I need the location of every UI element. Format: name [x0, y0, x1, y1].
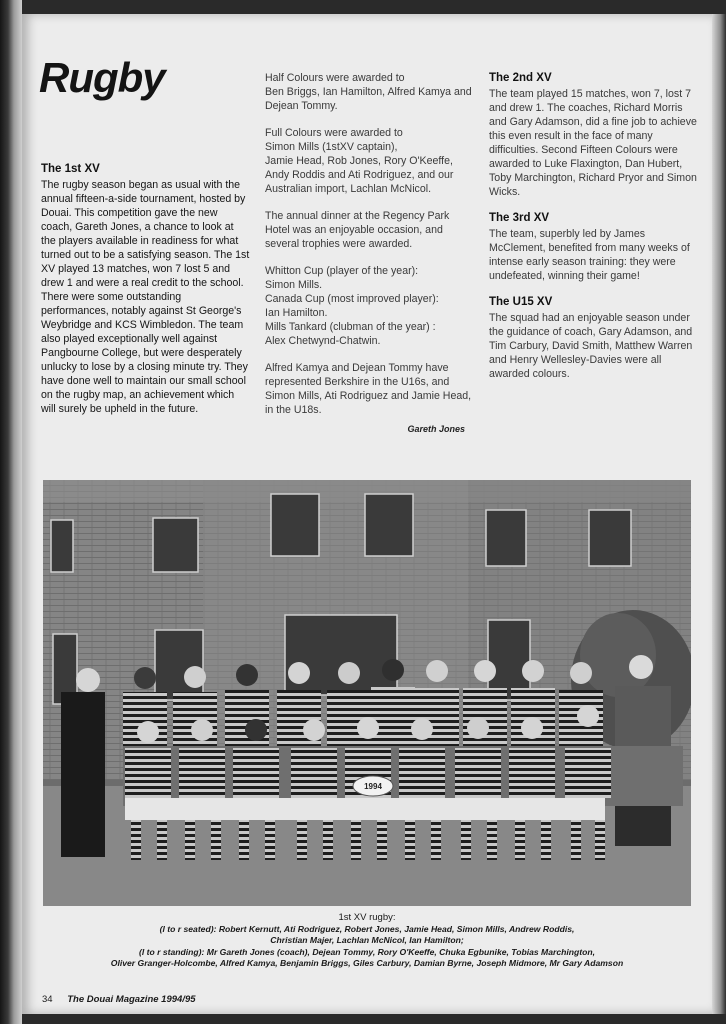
first-xv-column	[41, 162, 251, 429]
caption-seated-line-2: Christian Majer, Lachlan McNicol, Ian Hamilton;	[270, 935, 464, 946]
u15-xv-body: The squad had an enjoyable season under the guidance of coach, Gary Adamson, and Tim Carbury, David Smith, Matthew Warren and Henry Wellesley-Davies were all awarded colours.	[489, 312, 693, 380]
rugby-ball-text: 1994	[364, 782, 382, 791]
third-xv-body: The team, superbly led by James McClement, benefited from many weeks of intense early season training: they were undefeated, winning their game!	[489, 228, 690, 282]
other-teams-column	[489, 71, 699, 393]
page-title: Rugby	[39, 54, 165, 101]
second-xv-body: The team played 15 matches, won 7, lost 7 and drew 1. The coaches, Richard Morris and Gary Adamson, did a fine job to achieve this even result in the face of many difficulties. Second Fifteen Colours were awarded to Luke Flaxington, Dan Hubert, Toby Marchington, Richard Pryor and Simon Wicks.	[489, 88, 697, 198]
colours-column	[265, 71, 475, 436]
publication-name: The Douai Magazine 1994/95	[67, 994, 196, 1005]
third-xv-section	[489, 211, 699, 283]
u15-xv-heading: The U15 XV	[489, 296, 553, 308]
magazine-page	[22, 14, 712, 1014]
page-footer	[42, 994, 196, 1005]
third-xv-heading: The 3rd XV	[489, 212, 550, 224]
author-signature: Gareth Jones	[407, 424, 465, 434]
caption-standing-line-2: Oliver Granger-Holcombe, Alfred Kamya, Benjamin Briggs, Giles Carbury, Damian Byrne, Joseph Midmore, Mr Gary Adamson	[110, 958, 624, 969]
first-xv-body: The rugby season began as usual with the annual fifteen-a-side tournament, hosted by Douai. This competition gave the new coach, Gareth Jones, a chance to look at the players available in readiness for what turned out to be a satisfying season. The 1st XV played 13 matches, won 7 lost 5 and drew 1 and were a real credit to the school. There were some outstanding performances, notably against St George's Weybridge and KCS Wimbledon. The team also played exceptionally well against Pangbourne College, but were desperately unlucky to lose by a closing minute try. They have done well to maintain our small school on the rugby map, an achievement which will surely be upheld in the future.	[41, 179, 250, 415]
first-xv-heading: The 1st XV	[41, 163, 100, 175]
photo-caption	[62, 912, 672, 970]
team-photo-illustration	[43, 480, 691, 906]
caption-standing-line-1: (l to r standing): Mr Gareth Jones (coach), Dejean Tommy, Rory O'Keeffe, Chuka Egbunike, Tobias Marchington,	[139, 946, 595, 957]
half-colours-text: Half Colours were awarded to Ben Briggs, Ian Hamilton, Alfred Kamya and Dejean Tommy.	[265, 72, 472, 112]
caption-title: 1st XV rugby:	[338, 912, 396, 923]
page-edge	[712, 14, 726, 1014]
dinner-text: The annual dinner at the Regency Park Hotel was an enjoyable occasion, and several trophies were awarded.	[265, 210, 450, 250]
caption-seated-line-1: (l to r seated): Robert Kernutt, Ati Rodriguez, Robert Jones, Jamie Head, Simon Mills, Andrew Roddis,	[159, 923, 575, 934]
second-xv-section	[489, 71, 699, 199]
representation-text: Alfred Kamya and Dejean Tommy have represented Berkshire in the U16s, and Simon Mills, Ati Rodriguez and Jamie Head, in the U18s.	[265, 362, 472, 416]
team-photo	[43, 480, 691, 906]
second-xv-heading: The 2nd XV	[489, 72, 552, 84]
u15-xv-section	[489, 295, 699, 381]
full-colours-text: Full Colours were awarded to Simon Mills (1stXV captain), Jamie Head, Rob Jones, Rory O'Keeffe, Andy Roddis and Ati Rodriguez, and our Australian import, Lachlan McNicol.	[265, 127, 454, 195]
book-binding	[0, 0, 22, 1024]
trophies-text: Whitton Cup (player of the year): Simon Mills. Canada Cup (most improved player): Ian Hamilton. Mills Tankard (clubman of the year) : Alex Chetwynd-Chatwin.	[265, 265, 439, 347]
page-number: 34	[42, 994, 53, 1005]
